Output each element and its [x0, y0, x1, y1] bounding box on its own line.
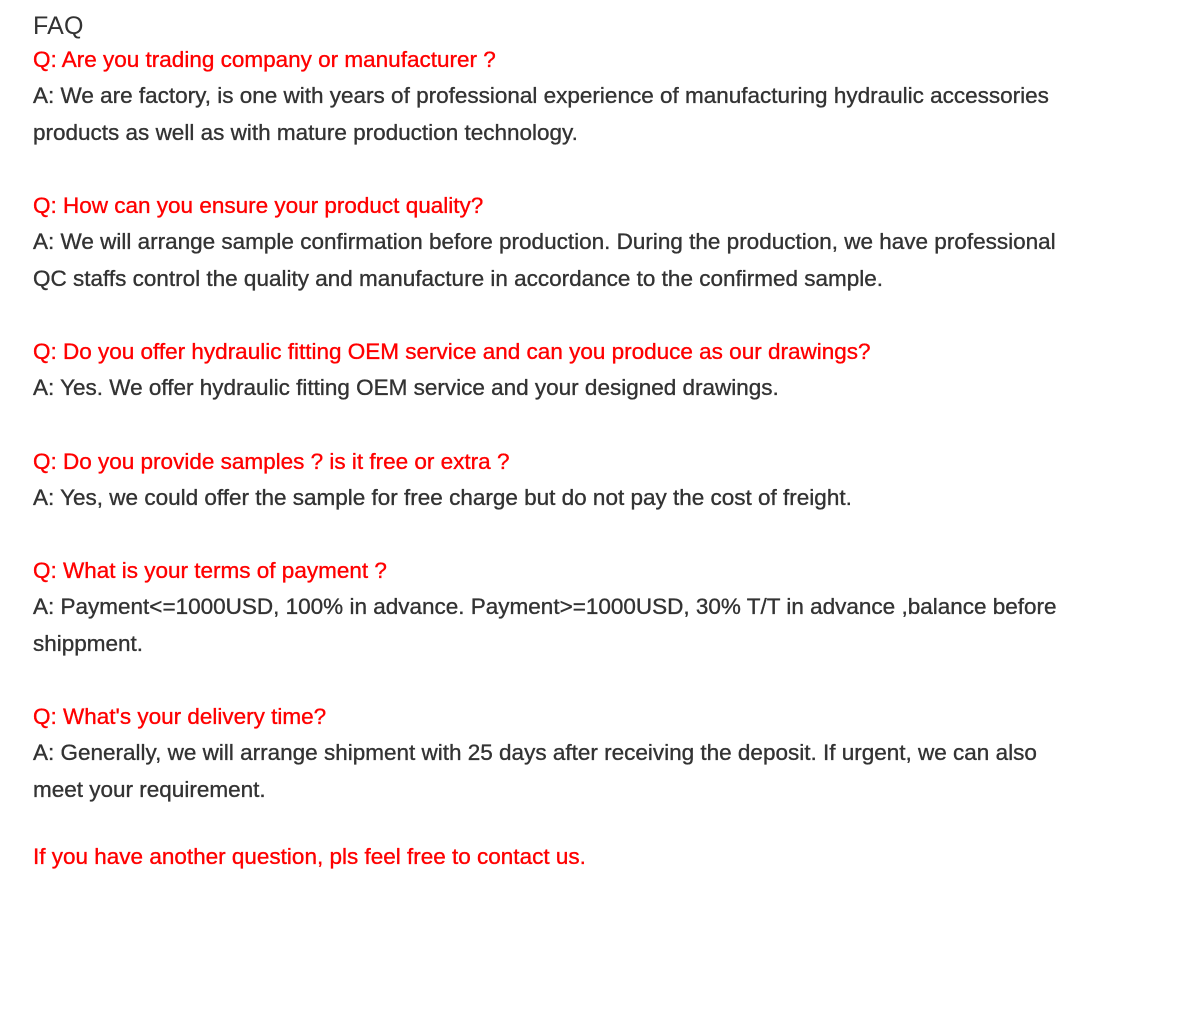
faq-answer-line: A: We will arrange sample confirmation before production. During the production, we have professional	[33, 229, 1056, 254]
faq-spacer	[33, 297, 1173, 334]
faq-question: Q: How can you ensure your product quality?	[33, 193, 484, 218]
faq-item-samples	[33, 444, 1173, 517]
faq-question: Q: Do you provide samples ? is it free or extra ?	[33, 448, 510, 474]
faq-answer-line: A: Generally, we will arrange shipment with 25 days after receiving the deposit. If urgent, we can also	[33, 740, 1037, 765]
faq-spacer	[33, 662, 1173, 699]
faq-question: Q: What is your terms of payment ?	[33, 558, 387, 583]
faq-answer-line: shippment.	[33, 630, 144, 656]
faq-answer-line: A: Yes, we could offer the sample for free charge but do not pay the cost of freight.	[33, 484, 852, 510]
faq-answer-line: QC staffs control the quality and manufacture in accordance to the confirmed sample.	[33, 265, 884, 291]
faq-answer-line: A: Yes. We offer hydraulic fitting OEM service and your designed drawings.	[33, 375, 779, 400]
faq-spacer	[33, 407, 1173, 444]
faq-section	[33, 10, 1173, 875]
faq-question: Q: Are you trading company or manufacturer ?	[33, 47, 496, 72]
faq-closing-note: If you have another question, pls feel free to contact us.	[33, 844, 586, 869]
faq-question: Q: Do you offer hydraulic fitting OEM service and can you produce as our drawings?	[33, 339, 871, 364]
faq-spacer	[33, 516, 1173, 553]
faq-item-oem-service	[33, 334, 1173, 407]
faq-answer-line: meet your requirement.	[33, 776, 266, 802]
faq-spacer	[33, 151, 1173, 188]
faq-answer-line: A: We are factory, is one with years of professional experience of manufacturing hydraulic accessories	[33, 83, 1049, 108]
faq-item-product-quality	[33, 188, 1173, 297]
faq-answer-line: A: Payment<=1000USD, 100% in advance. Payment>=1000USD, 30% T/T in advance ,balance before	[33, 594, 1057, 619]
faq-answer-line: products as well as with mature production technology.	[33, 119, 578, 145]
faq-question: Q: What's your delivery time?	[33, 704, 327, 729]
faq-spacer	[33, 808, 1173, 839]
faq-item-trading-or-manufacturer	[33, 42, 1173, 151]
faq-title: FAQ	[33, 12, 84, 40]
faq-item-payment-terms	[33, 553, 1173, 662]
faq-item-delivery-time	[33, 699, 1173, 808]
